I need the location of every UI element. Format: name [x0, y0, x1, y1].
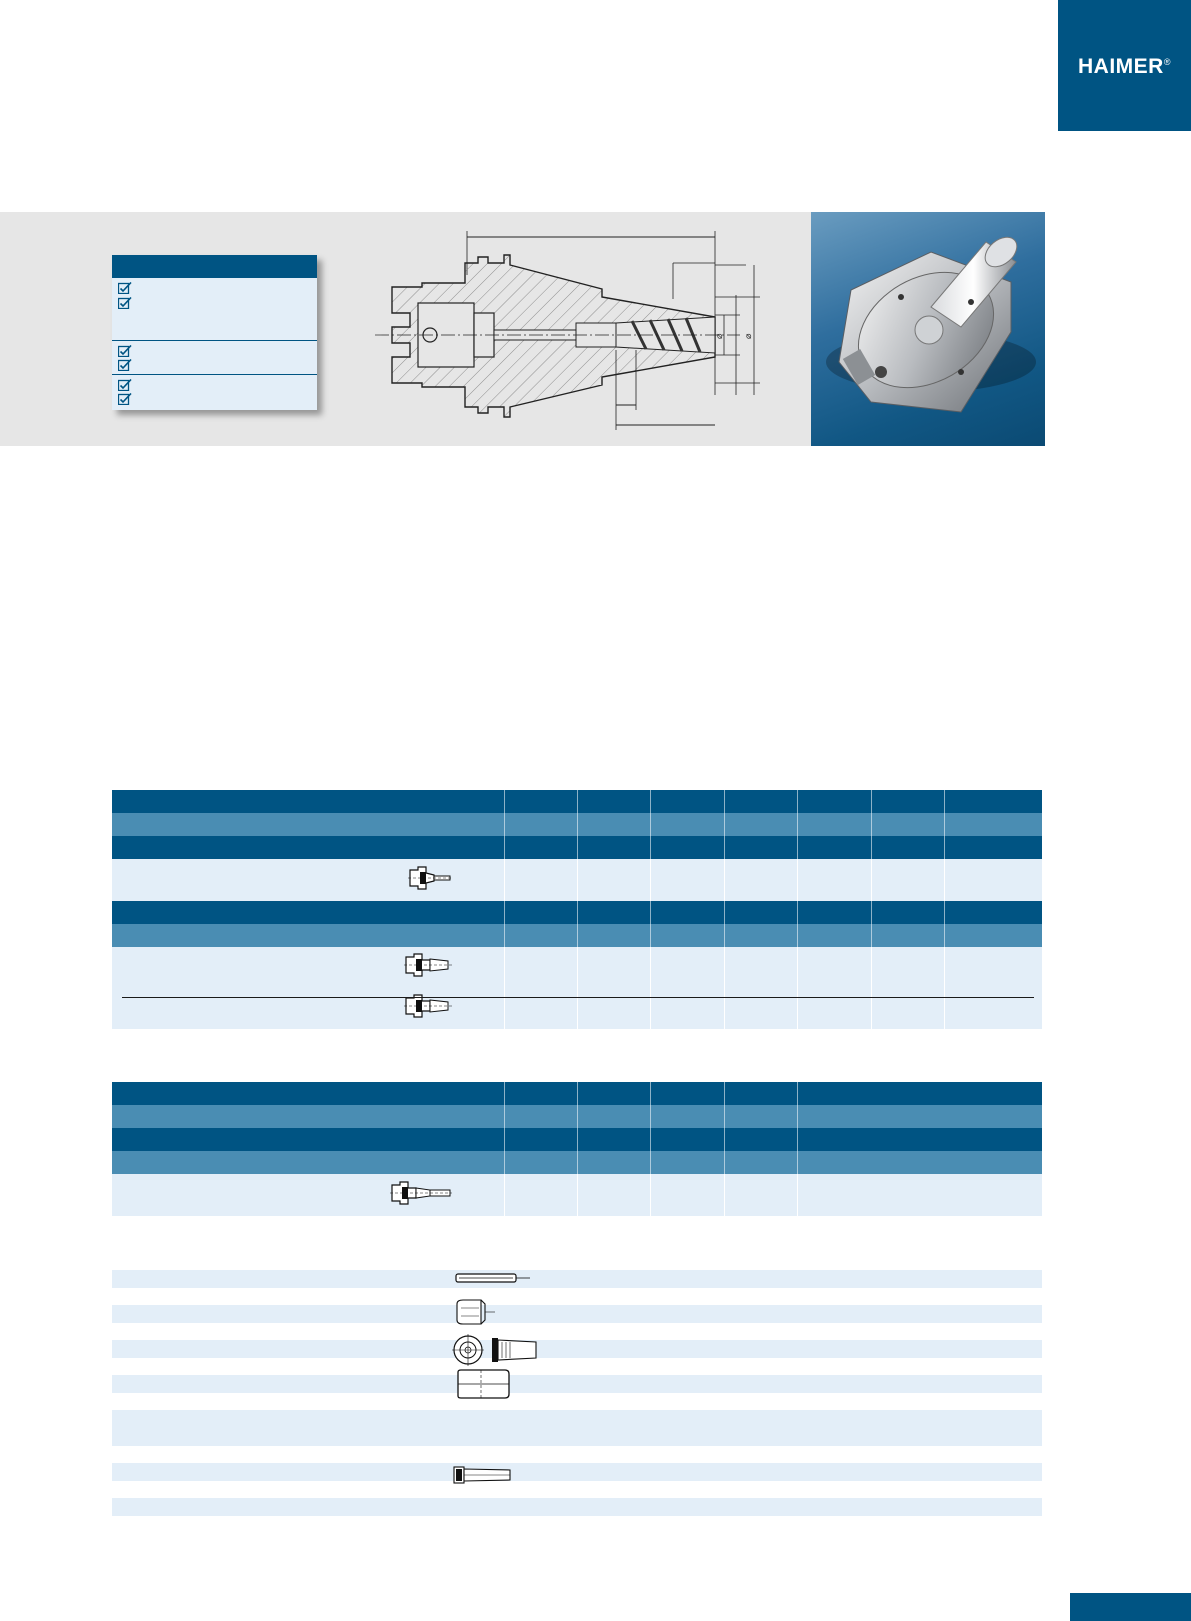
table-row: [112, 987, 1042, 1029]
table-row: [112, 1174, 1042, 1216]
table-header-row: [112, 1128, 1042, 1151]
accessory-row: [112, 1305, 1042, 1323]
accessory-row: [112, 1498, 1042, 1516]
checkbox-check-icon: [118, 282, 132, 294]
technical-drawing: [370, 225, 780, 440]
features-separator: [112, 374, 317, 375]
checkbox-check-icon: [118, 359, 132, 371]
table-subheader-row: [112, 813, 1042, 836]
accessory-row: [112, 1463, 1042, 1481]
table-subheader-row: [112, 924, 1042, 947]
features-separator: [112, 340, 317, 341]
table-row: [112, 859, 1042, 901]
checkbox-check-icon: [118, 345, 132, 357]
svg-text:⌀: ⌀: [715, 333, 725, 339]
brand-logo: [1058, 0, 1191, 131]
checkbox-check-icon: [118, 379, 132, 391]
table-row: [112, 947, 1042, 987]
tool-holder-medium-icon: [404, 951, 452, 979]
tool-holder-long-icon: [390, 1179, 452, 1207]
checkbox-check-icon: [118, 393, 132, 405]
svg-text:⌀: ⌀: [744, 333, 754, 339]
table-subheader-row: [112, 1151, 1042, 1174]
features-box-header: [112, 255, 317, 278]
collet-icon: [455, 1298, 497, 1326]
table-header-row: [112, 901, 1042, 924]
brand-logo-text: HAIMER®: [1078, 54, 1171, 78]
spec-table-1: [112, 790, 1042, 1029]
accessory-row: [112, 1410, 1042, 1446]
accessory-row: [112, 1340, 1042, 1358]
features-box: [112, 255, 317, 410]
tool-holder-short-icon: [408, 864, 452, 892]
spec-table-2: [112, 1082, 1042, 1216]
extension-sleeve-icon: [452, 1463, 514, 1487]
coolant-disc-icon: [452, 1334, 542, 1366]
tool-holder-photo-icon: [811, 212, 1045, 446]
sealing-ring-icon: [455, 1368, 513, 1400]
length-setting-screw-icon: [455, 1271, 531, 1285]
table-header-row: [112, 1082, 1042, 1105]
table-separator: [122, 997, 1034, 998]
checkbox-check-icon: [118, 297, 132, 309]
table-subheader-row: [112, 1105, 1042, 1128]
table-header-row: [112, 836, 1042, 859]
accessory-row: [112, 1375, 1042, 1393]
tool-holder-medium-icon: [404, 992, 452, 1020]
page-number-tab: [1070, 1593, 1191, 1621]
accessory-row: [112, 1270, 1042, 1288]
table-header-row: [112, 790, 1042, 813]
product-photo: [811, 212, 1045, 446]
